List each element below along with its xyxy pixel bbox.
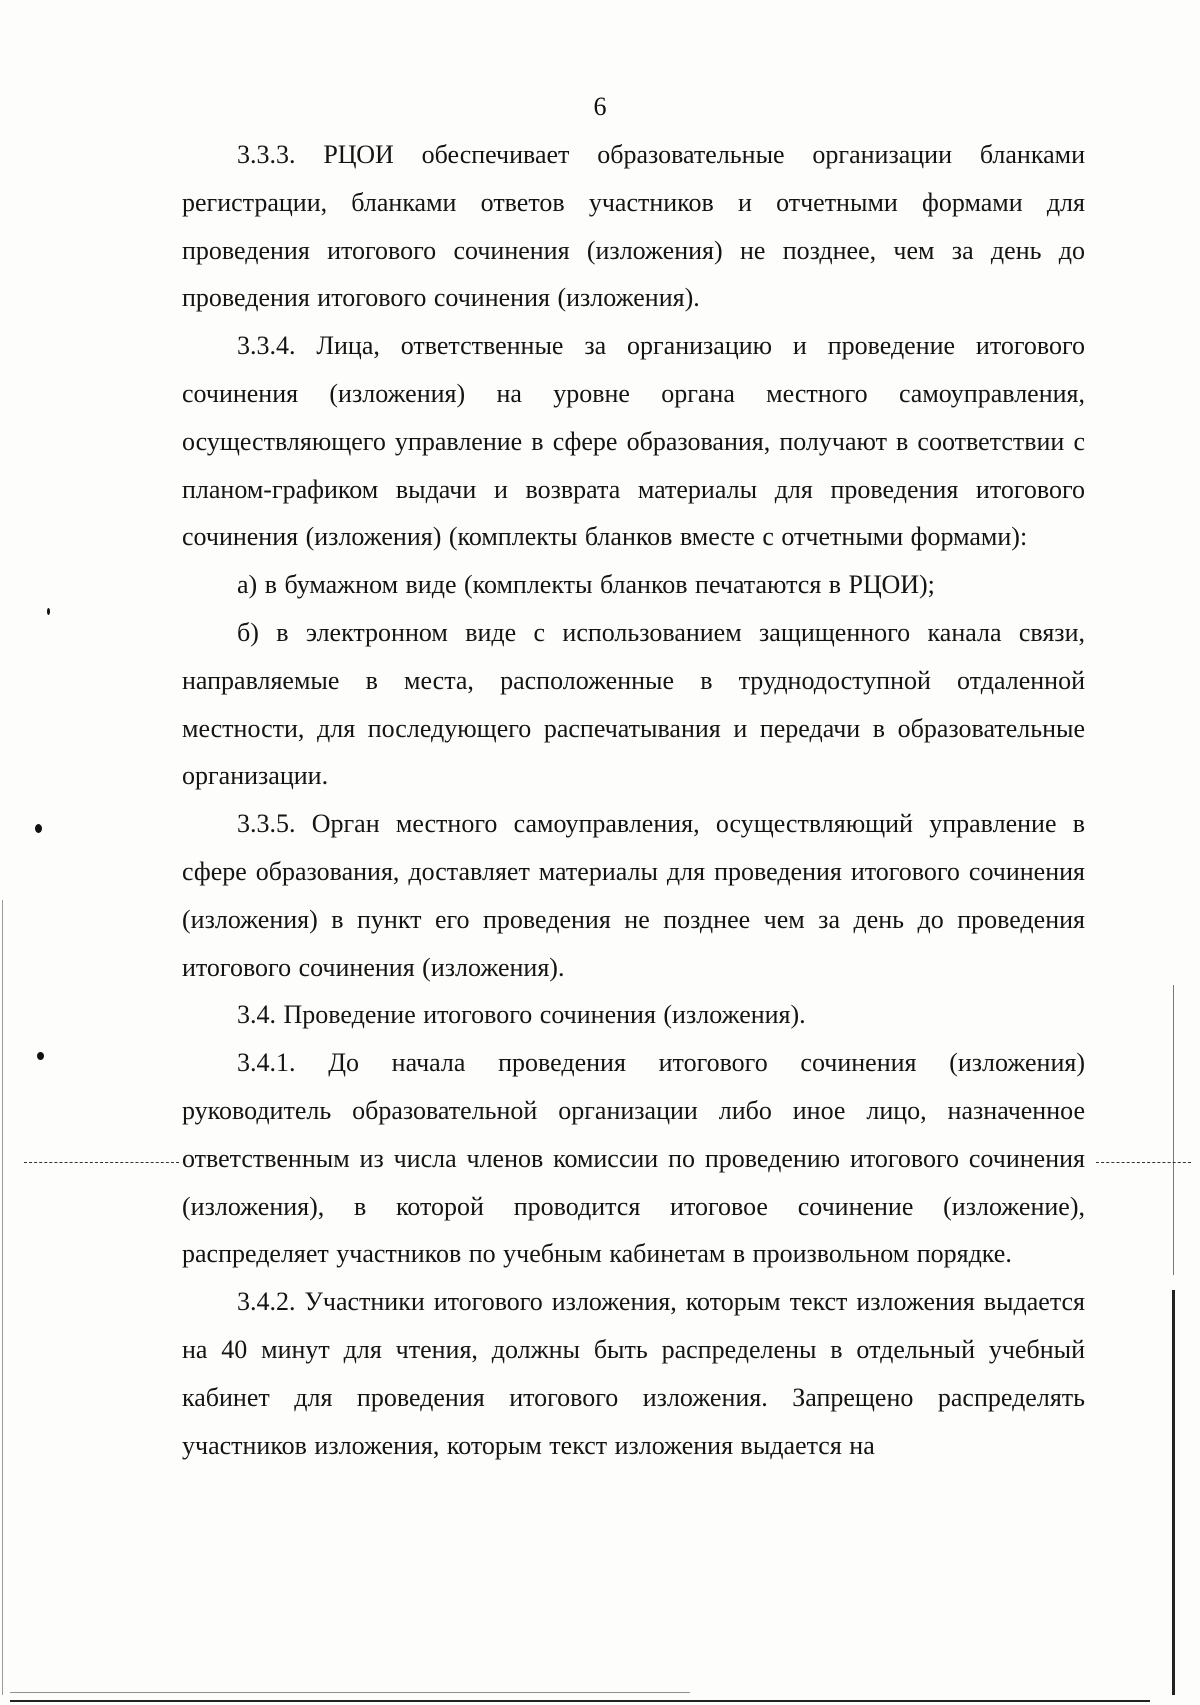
scan-dashed-line	[1096, 1162, 1191, 1163]
scan-mark	[35, 824, 42, 833]
paragraph-3-3-4-a: а) в бумажном виде (комплекты бланков печатаются в РЦОИ);	[237, 570, 935, 600]
page-number: 6	[593, 92, 607, 121]
scan-edge-line	[1172, 1290, 1175, 1695]
paragraph-3-4-2: 3.4.2. Участники итогового изложения, которым текст изложения выдается на 40 минут для чтения, должны быть распределены в отдельный учебный кабинет для проведения итогового изложения. Запрещено распределять участников изложения, которым текст изложения выдается на	[182, 1287, 1085, 1460]
paragraph-3-3-4-b: б) в электронном виде с использованием защищенного канала связи, направляемые в места, расположенные в труднодоступной отдаленной местности, для последующего распечатывания и передачи в образовательные организации.	[182, 617, 1085, 791]
paragraph-3-3-3: 3.3.3. РЦОИ обеспечивает образовательные организации бланками регистрации, бланками ответов участников и отчетными формами для проведения итогового сочинения (изложения) не позднее, чем за день до проведения итогового сочинения (изложения).	[182, 140, 1085, 313]
document-body	[182, 131, 1085, 1469]
paragraph-3-4-1: 3.4.1. До начала проведения итогового сочинения (изложения) руководитель образовательной организации либо иное лицо, назначенное ответственным из числа членов комиссии по проведению итогового сочинения (изложения), в которой проводится итоговое сочинение (изложение), распределяет участников по учебным кабинетам в произвольном порядке.	[182, 1048, 1085, 1269]
scan-mark	[37, 1052, 44, 1060]
scan-edge-line	[1173, 985, 1174, 1275]
scan-edge-line	[10, 1692, 690, 1693]
paragraph-3-3-4: 3.3.4. Лица, ответственные за организацию и проведение итогового сочинения (изложения) на уровне органа местного самоуправления, осуществляющего управление в сфере образования, получают в соответствии с планом-графиком выдачи и возврата материалы для проведения итогового сочинения (изложения) (комплекты бланков вместе с отчетными формами):	[182, 331, 1085, 552]
paragraph-3-4: 3.4. Проведение итогового сочинения (изложения).	[237, 1000, 806, 1030]
scan-edge-line	[10, 1700, 1150, 1702]
scan-dashed-line	[24, 1162, 179, 1163]
scan-edge-line	[2, 900, 3, 1695]
paragraph-3-3-5: 3.3.5. Орган местного самоуправления, осуществляющий управление в сфере образования, доставляет материалы для проведения итогового сочинения (изложения) в пункт его проведения не позднее чем за день до проведения итогового сочинения (изложения).	[182, 809, 1085, 982]
scan-mark	[47, 608, 50, 615]
